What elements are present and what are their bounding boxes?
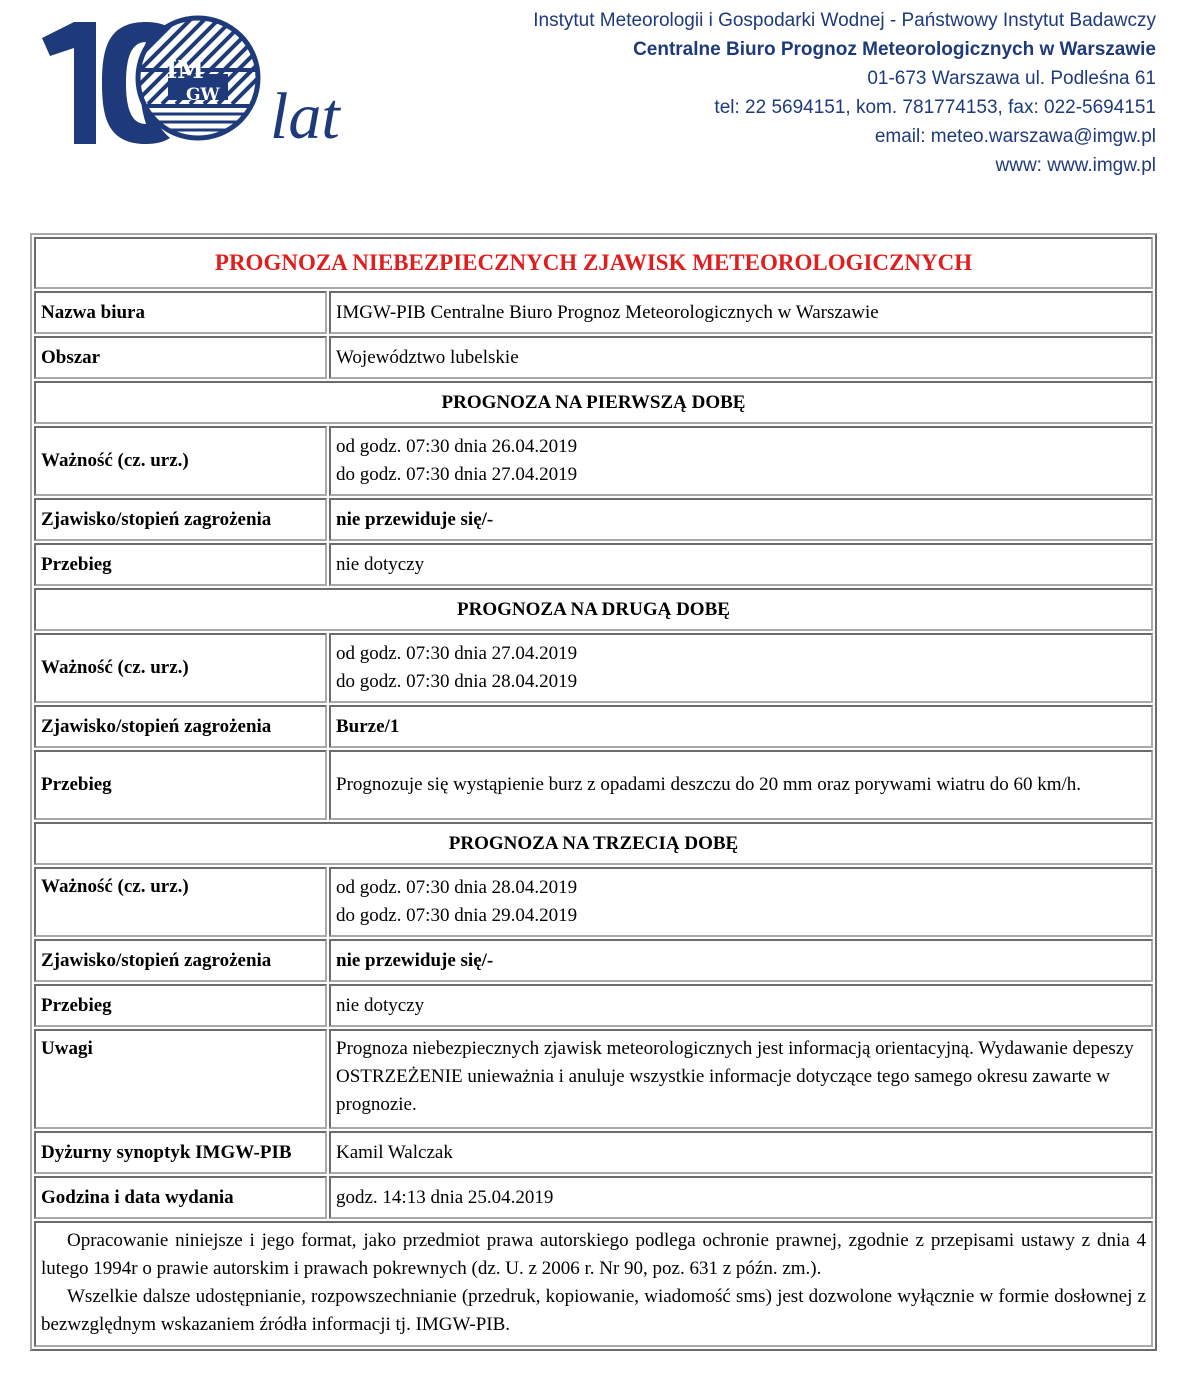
remarks-label: Uwagi [34,1029,327,1129]
day1-validity-label: Ważność (cz. urz.) [34,426,327,496]
day3-course-value: nie dotyczy [329,984,1153,1027]
day2-validity-from: od godz. 07:30 dnia 27.04.2019 [336,643,578,664]
day2-course-value: Prognozuje się wystąpienie burz z opadami deszczu do 20 mm oraz porywami wiatru do 60 km/h. [329,750,1153,820]
day3-validity-label: Ważność (cz. urz.) [34,867,327,937]
area-value: Województwo lubelskie [329,336,1153,379]
day3-validity-to: do godz. 07:30 dnia 29.04.2019 [336,905,578,926]
day1-validity-value [329,426,1153,496]
address: 01-673 Warszawa ul. Podleśna 61 [867,68,1156,89]
email[interactable]: email: meteo.warszawa@imgw.pl [874,126,1156,147]
day1-heading: PROGNOZA NA PIERWSZĄ DOBĘ [34,381,1153,424]
day1-phenomenon-label: Zjawisko/stopień zagrożenia [34,498,327,541]
day2-heading: PROGNOZA NA DRUGĄ DOBĘ [34,588,1153,631]
day1-validity-to: do godz. 07:30 dnia 27.04.2019 [336,464,578,485]
day2-course-label: Przebieg [34,750,327,820]
day3-phenomenon-label: Zjawisko/stopień zagrożenia [34,939,327,982]
day3-course-label: Przebieg [34,984,327,1027]
copyright-paragraph-2: Wszelkie dalsze udostępnianie, rozpowszechnianie (przedruk, kopiowanie, wiadomość sms) jest dozwolone wyłącznie w formie dosłownej z bezwzględnym wskazaniem źródła informacji tj. IMGW-PIB. [41,1286,1146,1335]
logo-suffix-text: lat [270,80,340,148]
area-label: Obszar [34,336,327,379]
phone: tel: 22 5694151, kom. 781774153, fax: 022-5694151 [714,97,1156,118]
day1-phenomenon-value: nie przewiduje się/- [329,498,1153,541]
day3-phenomenon-value: nie przewiduje się/- [329,939,1153,982]
remarks-value: Prognoza niebezpiecznych zjawisk meteorologicznych jest informacją orientacyjną. Wydawanie depeszy OSTRZEŻENIE unieważnia i anuluje wszystkie informacje dotyczące tego samego okresu zawarte w prognozie. [329,1029,1153,1129]
logo-badge-top-text: IM [166,55,204,84]
day1-course-label: Przebieg [34,543,327,586]
day1-course-value: nie dotyczy [329,543,1153,586]
contact-block [533,6,1156,180]
issued-label: Godzina i data wydania [34,1176,327,1219]
copyright-paragraph-1: Opracowanie niniejsze i jego format, jako przedmiot prawa autorskiego podlega ochronie prawnej, zgodnie z przepisami ustawy z dnia 4 lutego 1994r o prawie autorskim i prawach pokrewnych (dz. U. z 2006 r. Nr 90, poz. 631 z późn. zm.). [41,1230,1146,1279]
day1-validity-from: od godz. 07:30 dnia 26.04.2019 [336,436,578,457]
logo-badge-bottom-text: GW [186,85,220,105]
day2-validity-label: Ważność (cz. urz.) [34,633,327,703]
day2-phenomenon-label: Zjawisko/stopień zagrożenia [34,705,327,748]
imgw-100-lat-logo [38,8,358,148]
day3-validity-value [329,867,1153,937]
forecast-table [30,233,1157,1351]
document-title: PROGNOZA NIEBEZPIECZNYCH ZJAWISK METEOROLOGICZNYCH [34,237,1153,289]
day3-validity-from: od godz. 07:30 dnia 28.04.2019 [336,877,578,898]
letterhead [0,0,1200,215]
office-label: Nazwa biura [34,291,327,334]
day2-phenomenon-value: Burze/1 [329,705,1153,748]
issued-value: godz. 14:13 dnia 25.04.2019 [329,1176,1153,1219]
office-value: IMGW-PIB Centralne Biuro Prognoz Meteorologicznych w Warszawie [329,291,1153,334]
day2-validity-value [329,633,1153,703]
institute-name: Instytut Meteorologii i Gospodarki Wodnej - Państwowy Instytut Badawczy [533,10,1156,31]
day2-validity-to: do godz. 07:30 dnia 28.04.2019 [336,671,578,692]
website[interactable]: www: www.imgw.pl [995,155,1156,176]
copyright-footer [34,1221,1153,1347]
forecaster-value: Kamil Walczak [329,1131,1153,1174]
forecaster-label: Dyżurny synoptyk IMGW-PIB [34,1131,327,1174]
day3-heading: PROGNOZA NA TRZECIĄ DOBĘ [34,822,1153,865]
office-name: Centralne Biuro Prognoz Meteorologicznych w Warszawie [633,39,1156,60]
